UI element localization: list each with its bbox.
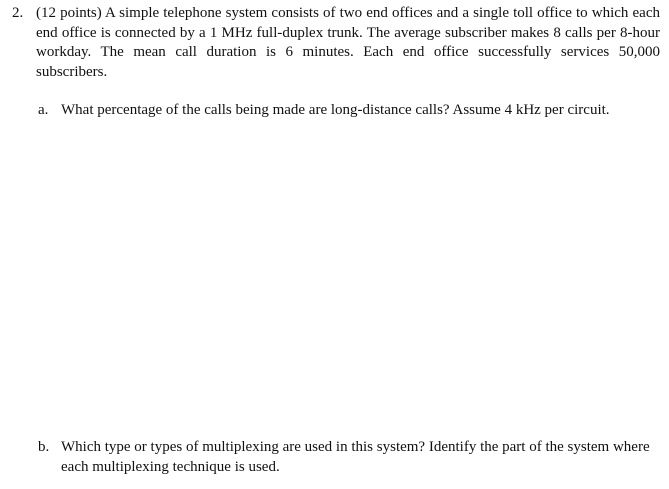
problem-number: 2. bbox=[12, 5, 24, 21]
part-a-answer-space bbox=[36, 130, 660, 426]
problem-statement: (12 points) A simple telephone system consists of two end offices and a single toll office to which each end office is connected by a 1 MHz full-duplex trunk. The average subscriber makes 8 calls per 8-hour workday. The mean call duration is 6 minutes. Each end office successfully services 50,000 subscribers. bbox=[36, 5, 660, 80]
part-a-question: What percentage of the calls being made are long-distance calls? Assume 4 kHz per circuit. bbox=[61, 102, 610, 118]
part-b-question: Which type or types of multiplexing are used in this system? Identify the part of the system where each multiplexing technique is used. bbox=[61, 439, 650, 475]
part-a-label: a. bbox=[38, 102, 49, 118]
part-b-label: b. bbox=[38, 439, 50, 455]
